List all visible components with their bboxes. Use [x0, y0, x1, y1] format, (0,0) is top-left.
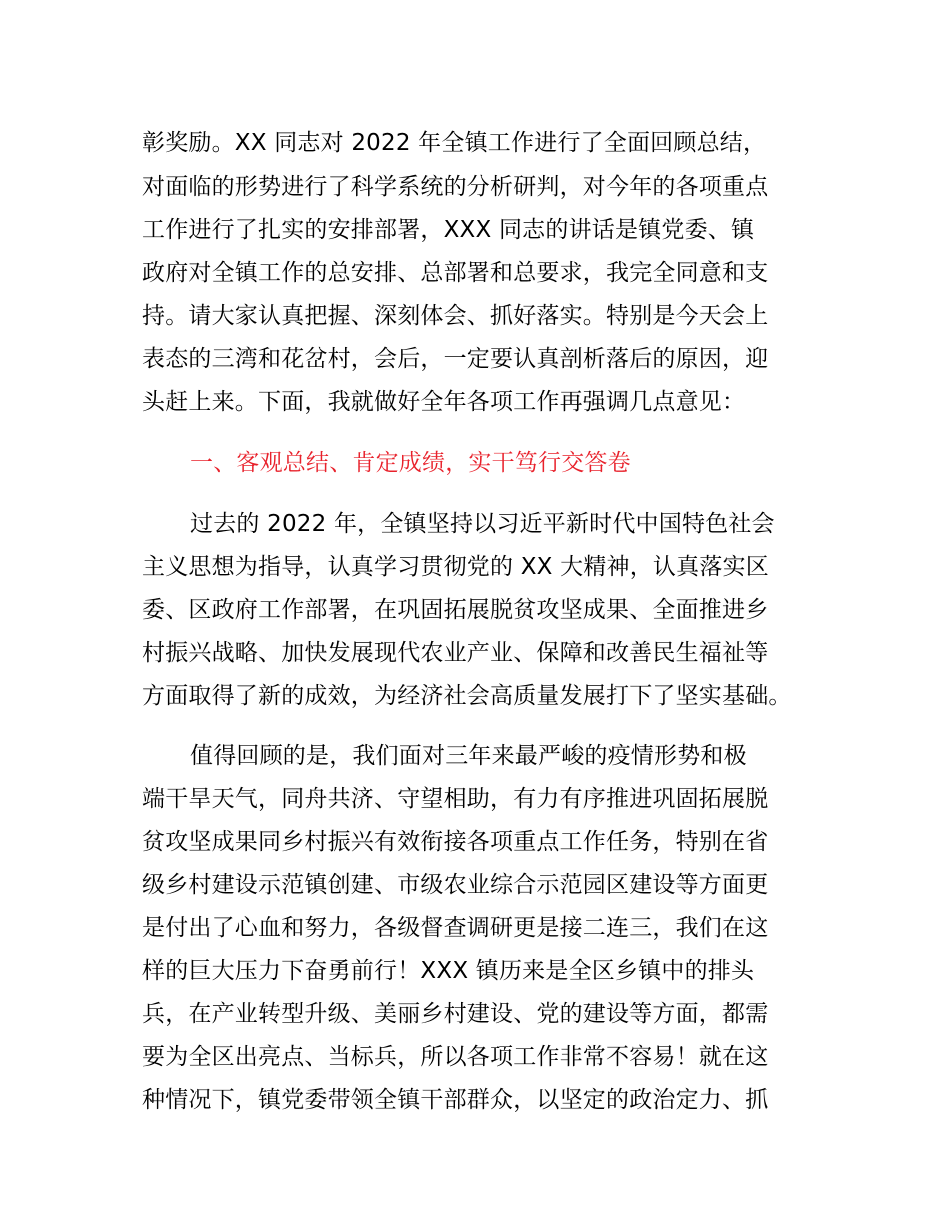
paragraph-line: 端干旱天气，同舟共济、守望相助，有力有序推进巩固拓展脱 [142, 786, 769, 812]
paragraph-line: 样的巨大压力下奋勇前行！XXX 镇历来是全区乡镇中的排头 [142, 958, 755, 984]
paragraph-line: 是付出了心血和努力，各级督查调研更是接二连三，我们在这 [142, 915, 769, 941]
body-line: 对面临的形势进行了科学系统的分析研判，对今年的各项重点 [142, 174, 769, 200]
body-line: 工作进行了扎实的安排部署，XXX 同志的讲话是镇党委、镇 [142, 217, 755, 243]
body-line: 持。请大家认真把握、深刻体会、抓好落实。特别是今天会上 [142, 303, 769, 329]
body-line: 政府对全镇工作的总安排、总部署和总要求，我完全同意和支 [142, 260, 769, 286]
paragraph-line: 方面取得了新的成效，为经济社会高质量发展打下了坚实基础。 [142, 683, 792, 709]
body-line: 表态的三湾和花岔村，会后，一定要认真剖析落后的原因，迎 [142, 346, 769, 372]
paragraph-line: 过去的 2022 年，全镇坚持以习近平新时代中国特色社会 [190, 511, 775, 537]
paragraph-line: 主义思想为指导，认真学习贯彻党的 XX 大精神，认真落实区 [142, 554, 769, 580]
paragraph-line: 级乡村建设示范镇创建、市级农业综合示范园区建设等方面更 [142, 872, 769, 898]
body-line: 彰奖励。XX 同志对 2022 年全镇工作进行了全面回顾总结， [142, 130, 767, 156]
paragraph-line: 种情况下，镇党委带领全镇干部群众，以坚定的政治定力、抓 [142, 1087, 769, 1113]
paragraph-line: 村振兴战略、加快发展现代农业产业、保障和改善民生福祉等 [142, 640, 769, 666]
paragraph-line: 要为全区出亮点、当标兵，所以各项工作非常不容易！就在这 [142, 1044, 769, 1070]
paragraph-line: 贫攻坚成果同乡村振兴有效衔接各项重点工作任务，特别在省 [142, 829, 769, 855]
body-line: 头赶上来。下面，我就做好全年各项工作再强调几点意见： [142, 389, 746, 415]
paragraph-line: 兵，在产业转型升级、美丽乡村建设、党的建设等方面，都需 [142, 1001, 769, 1027]
paragraph-line: 值得回顾的是，我们面对三年来最严峻的疫情形势和极 [190, 743, 747, 769]
paragraph-line: 委、区政府工作部署，在巩固拓展脱贫攻坚成果、全面推进乡 [142, 597, 769, 623]
section-heading: 一、客观总结、肯定成绩，实干笃行交答卷 [190, 450, 631, 476]
